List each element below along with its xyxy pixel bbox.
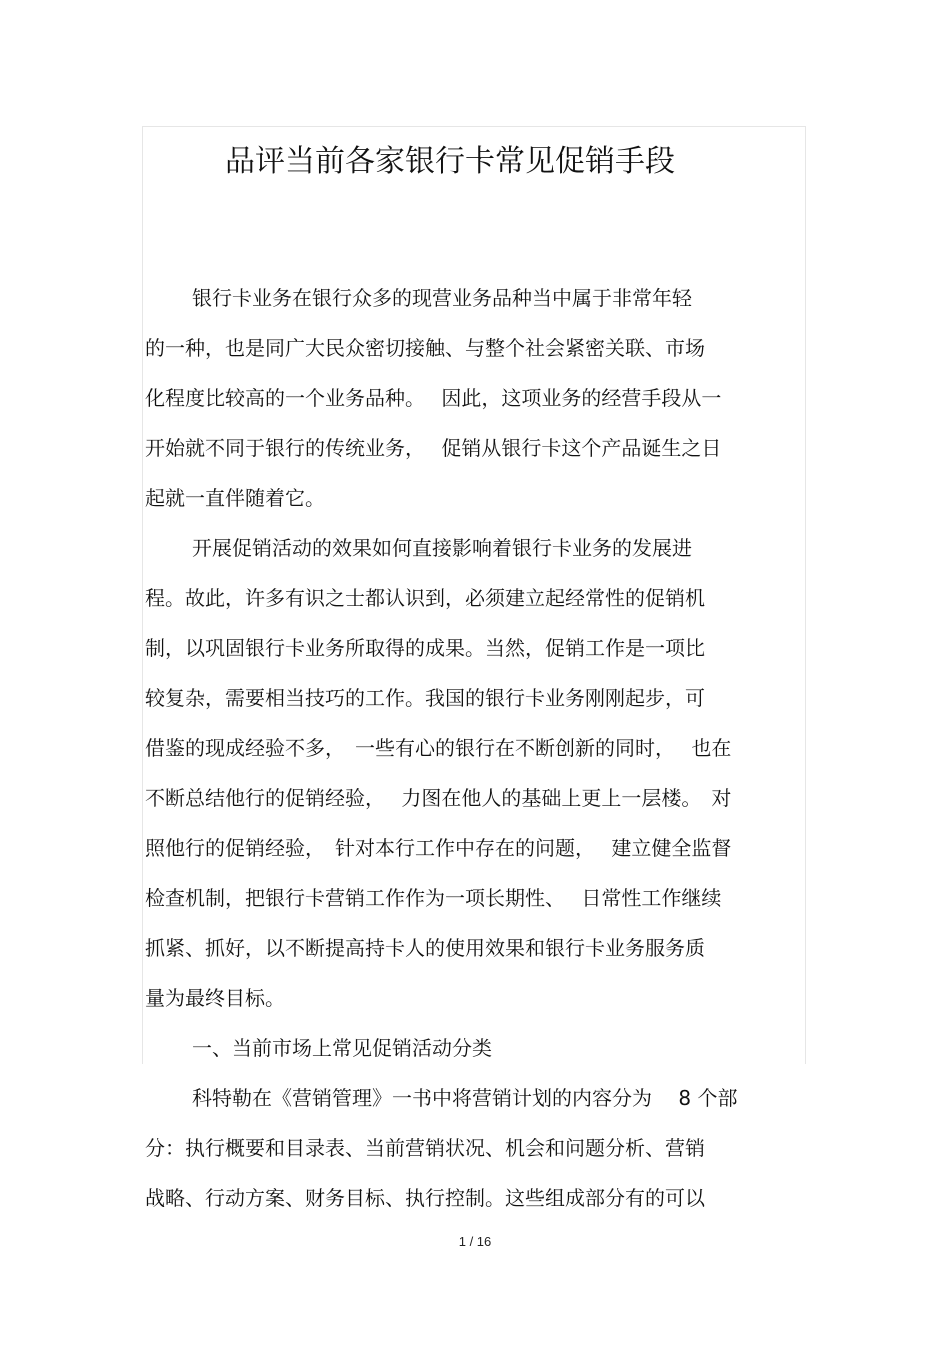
body-line: 战略、行动方案、财务目标、执行控制。这些组成部分有的可以: [145, 1186, 705, 1210]
body-line: 检查机制，把银行卡营销工作作为一项长期性、 日常性工作继续: [145, 886, 722, 910]
body-line: 开始就不同于银行的传统业务， 促销从银行卡这个产品诞生之日: [145, 436, 722, 460]
body-line: 科特勒在《营销管理》一书中将营销计划的内容分为 8 个部: [192, 1086, 738, 1110]
body-line: 化程度比较高的一个业务品种。 因此，这项业务的经营手段从一: [145, 386, 722, 410]
body-line: 开展促销活动的效果如何直接影响着银行卡业务的发展进: [192, 536, 692, 560]
body-line: 分：执行概要和目录表、当前营销状况、机会和问题分析、营销: [145, 1136, 705, 1160]
body-line: 抓紧、抓好，以不断提高持卡人的使用效果和银行卡业务服务质: [145, 936, 705, 960]
body-line: 程。故此，许多有识之士都认识到，必须建立起经常性的促销机: [145, 586, 705, 610]
body-line: 银行卡业务在银行众多的现营业务品种当中属于非常年轻: [192, 286, 692, 310]
body-line: 照他行的促销经验， 针对本行工作中存在的问题， 建立健全监督: [145, 836, 732, 860]
body-line: 较复杂，需要相当技巧的工作。我国的银行卡业务刚刚起步，可: [145, 686, 705, 710]
body-line: 借鉴的现成经验不多， 一些有心的银行在不断创新的同时， 也在: [145, 736, 732, 760]
body-line: 起就一直伴随着它。: [145, 486, 325, 510]
body-line: 量为最终目标。: [145, 986, 285, 1010]
section-heading: 一、当前市场上常见促销活动分类: [192, 1036, 492, 1060]
body-line: 的一种，也是同广大民众密切接触、与整个社会紧密关联、市场: [145, 336, 705, 360]
body-line: 不断总结他行的促销经验， 力图在他人的基础上更上一层楼。 对: [145, 786, 732, 810]
body-line: 制，以巩固银行卡业务所取得的成果。当然，促销工作是一项比: [145, 636, 705, 660]
page-indicator: 1 / 16: [458, 1234, 492, 1249]
document-title: 品评当前各家银行卡常见促销手段: [225, 144, 675, 179]
